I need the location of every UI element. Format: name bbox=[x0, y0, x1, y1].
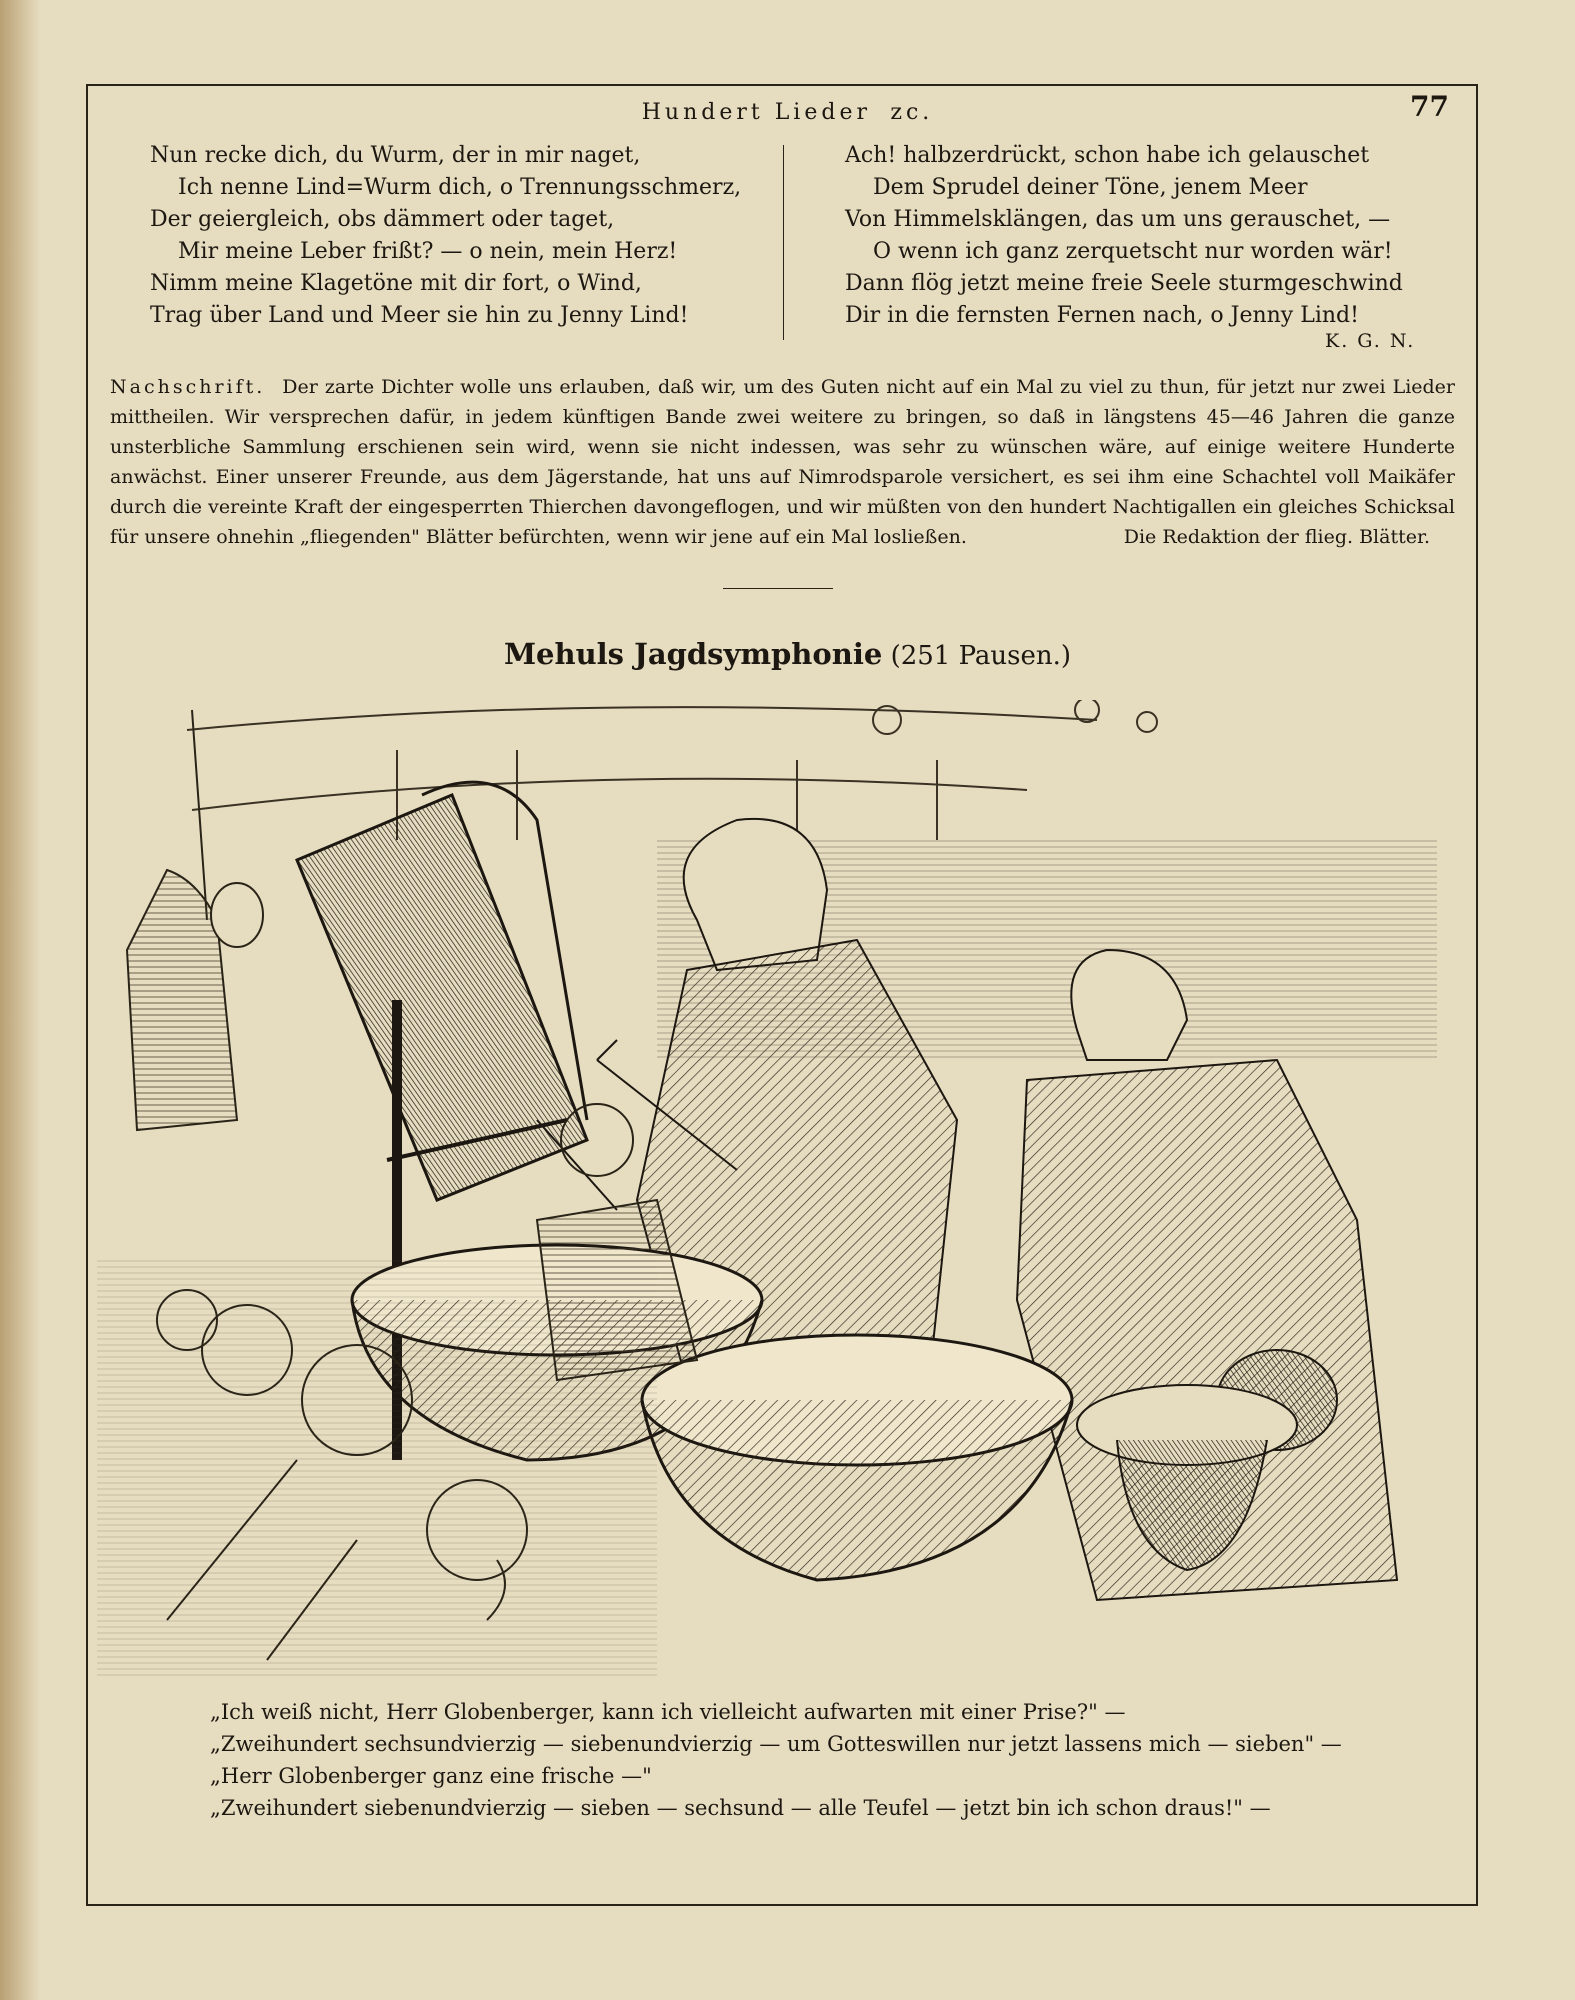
cartoon-illustration bbox=[97, 700, 1467, 1700]
poem-line: Ich nenne Lind=Wurm dich, o Trennungsschmerz, bbox=[178, 175, 742, 200]
poem-line: Trag über Land und Meer sie hin zu Jenny Lind! bbox=[150, 303, 689, 328]
running-head: Hundert Lieder zc. bbox=[641, 100, 934, 125]
poem-line: Nimm meine Klagetöne mit dir fort, o Wind, bbox=[150, 271, 642, 296]
postscript-signoff: Die Redaktion der flieg. Blätter. bbox=[1123, 526, 1430, 548]
poem-line: Ach! halbzerdrückt, schon habe ich gelauschet bbox=[845, 143, 1370, 168]
cartoon-title-sub: (251 Pausen.) bbox=[890, 641, 1072, 671]
poem-signature: K. G. N. bbox=[1325, 330, 1416, 352]
cartoon-title bbox=[0, 637, 1575, 671]
conductor-figure bbox=[127, 710, 263, 1130]
poem-column-left bbox=[150, 140, 741, 332]
poem-line: Mir meine Leber frißt? — o nein, mein Herz! bbox=[178, 239, 678, 264]
caption-line: „Zweihundert siebenundvierzig — sieben — sechsund — alle Teufel — jetzt bin ich schon draus!" — bbox=[210, 1796, 1271, 1820]
caption-line: „Zweihundert sechsundvierzig — siebenundvierzig — um Gotteswillen nur jetzt lassens mich — sieben" — bbox=[210, 1732, 1342, 1756]
section-separator bbox=[723, 588, 833, 589]
poem-line: Dem Sprudel deiner Töne, jenem Meer bbox=[873, 175, 1308, 200]
cartoon-title-main: Mehuls Jagdsymphonie bbox=[503, 637, 883, 671]
postscript bbox=[110, 372, 1455, 552]
postscript-label: Nachschrift. bbox=[110, 376, 266, 398]
page-binding-edge bbox=[0, 0, 40, 2000]
poem-column-right bbox=[845, 140, 1403, 332]
cartoon-captions bbox=[210, 1696, 1342, 1824]
poem-line: Nun recke dich, du Wurm, der in mir naget, bbox=[150, 143, 641, 168]
poem-line: Von Himmelsklängen, das um uns gerauschet, — bbox=[845, 207, 1391, 232]
poem-line: Dann flög jetzt meine freie Seele sturmgeschwind bbox=[845, 271, 1403, 296]
poem-line: O wenn ich ganz zerquetscht nur worden wär! bbox=[873, 239, 1393, 264]
poem-line: Der geiergleich, obs dämmert oder taget, bbox=[150, 207, 615, 232]
column-divider bbox=[783, 145, 784, 340]
poem-line: Dir in die fernsten Fernen nach, o Jenny Lind! bbox=[845, 303, 1359, 328]
postscript-body: Der zarte Dichter wolle uns erlauben, daß wir, um des Guten nicht auf ein Mal zu viel zu thun, für jetzt nur zwei Lieder mittheilen. Wir versprechen dafür, in jedem künftigen Bande zwei weitere zu bringen, so daß in längstens 45—46 Jahren die ganze unsterbliche Sammlung erschienen sein wird, wenn sie nicht indessen, was sehr zu wünschen wäre, auf einige weitere Hunderte anwächst. Einer unserer Freunde, aus dem Jägerstande, hat uns auf Nimrodsparole versichert, es sei ihm eine Schachtel voll Maikäfer durch die vereinte Kraft der eingesperrten Thierchen davongeflogen, und wir müßten von den hundert Nachtigallen ein gleiches Schicksal für unsere ohnehin „fliegenden" Blätter befürchten, wenn wir jene auf ein Mal losließen. bbox=[110, 376, 1455, 548]
caption-line: „Ich weiß nicht, Herr Globenberger, kann ich vielleicht aufwarten mit einer Prise?" — bbox=[210, 1700, 1126, 1724]
caption-line: „Herr Globenberger ganz eine frische —" bbox=[210, 1764, 652, 1788]
page-number: 77 bbox=[1410, 90, 1449, 123]
